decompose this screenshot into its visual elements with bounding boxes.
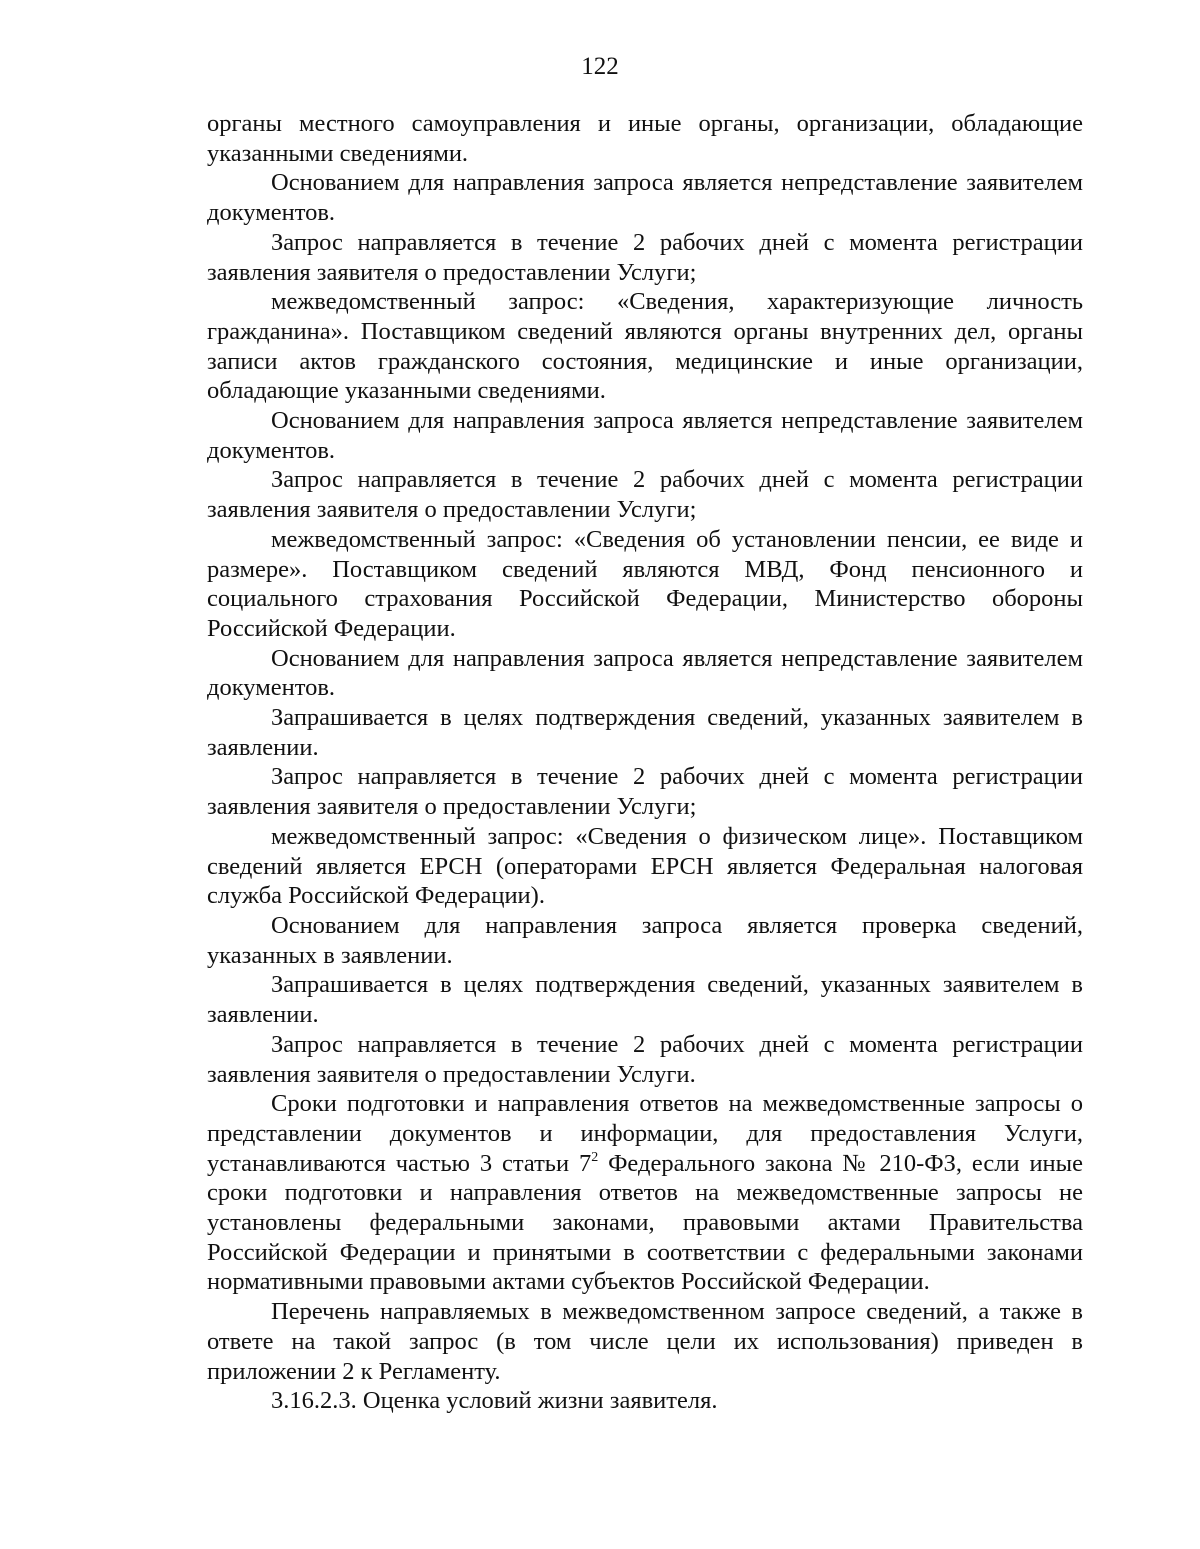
paragraph-appendix-reference: Перечень направляемых в межведомственном запросе сведений, а также в ответе на такой запрос (в том числе цели их использования) приведен в приложении 2 к Регламенту.: [207, 1298, 1083, 1385]
paragraph-purpose: Запрашивается в целях подтверждения сведений, указанных заявителем в заявлении.: [207, 971, 1083, 1029]
document-body: [207, 109, 1083, 1416]
paragraph-response-deadlines: [207, 1089, 1083, 1297]
paragraph-request-deadline: Запрос направляется в течение 2 рабочих дней с момента регистрации заявления заявителя о предоставлении Услуги;: [207, 763, 1083, 821]
deadlines-text-part-2: Федерального закона № 210-ФЗ, если иные сроки подготовки и направления ответов на межведомственные запросы не установлены федеральными законами, правовыми актами Правительства Российской Федерации и принятыми в соответствии с федеральными законами нормативными правовыми актами субъектов Российской Федерации.: [207, 1149, 1083, 1296]
paragraph-request-deadline: Запрос направляется в течение 2 рабочих дней с момента регистрации заявления заявителя о предоставлении Услуги;: [207, 466, 1083, 524]
paragraph-continuation: органы местного самоуправления и иные органы, организации, обладающие указанными сведениями.: [207, 110, 1083, 167]
paragraph-request-deadline: Запрос направляется в течение 2 рабочих дней с момента регистрации заявления заявителя о предоставлении Услуги;: [207, 228, 1083, 286]
deadlines-text-part-1: Сроки подготовки и направления ответов на межведомственные запросы о представлении документов и информации, для предоставления Услуги, устанавливаются частью 3 статьи 7: [207, 1090, 1083, 1177]
article-superscript: 2: [591, 1149, 599, 1165]
paragraph-basis: Основанием для направления запроса является непредставление заявителем документов.: [207, 169, 1083, 227]
paragraph-basis: Основанием для направления запроса является непредставление заявителем документов.: [207, 644, 1083, 702]
paragraph-basis: Основанием для направления запроса является непредставление заявителем документов.: [207, 407, 1083, 464]
paragraph-request-individual-info: межведомственный запрос: «Сведения о физическом лице». Поставщиком сведений является ЕРСН (операторами ЕРСН является Федеральная налоговая служба Российской Федерации).: [207, 822, 1083, 910]
paragraph-request-deadline: Запрос направляется в течение 2 рабочих дней с момента регистрации заявления заявителя о предоставлении Услуги.: [207, 1030, 1083, 1088]
paragraph-purpose: Запрашивается в целях подтверждения сведений, указанных заявителем в заявлении.: [207, 704, 1083, 761]
paragraph-request-personal-info: межведомственный запрос: «Сведения, характеризующие личность гражданина». Поставщиком сведений являются органы внутренних дел, органы записи актов гражданского состояния, медицинские и иные организации, обладающие указанными сведениями.: [207, 288, 1083, 405]
paragraph-request-pension-info: межведомственный запрос: «Сведения об установлении пенсии, ее виде и размере». Поставщиком сведений являются МВД, Фонд пенсионного и социального страхования Российской Федерации, Министерство обороны Российской Федерации.: [207, 525, 1083, 642]
section-heading: 3.16.2.3. Оценка условий жизни заявителя.: [271, 1387, 718, 1415]
paragraph-basis-verification: Основанием для направления запроса является проверка сведений, указанных в заявлении.: [207, 911, 1083, 969]
page-number: 122: [581, 53, 619, 80]
